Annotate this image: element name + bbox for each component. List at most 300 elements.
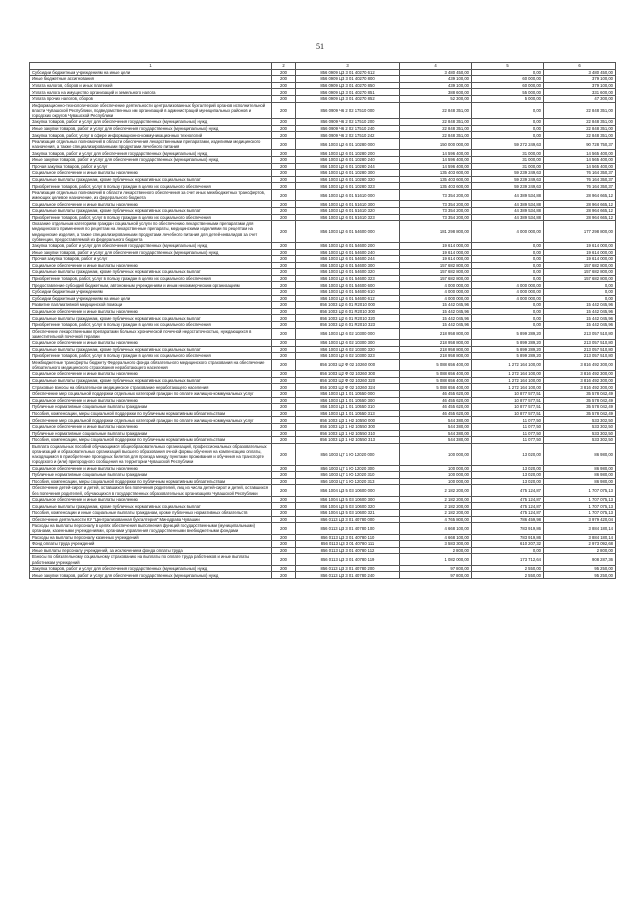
table-row <box>30 541 616 548</box>
row-name-cell: Пособия, компенсации, меры социальной поддержки по публичным нормативным обязательствам <box>30 437 272 444</box>
row-name-cell: Иные выплаты персоналу учреждений, за исключением фонда оплаты труда <box>30 547 272 554</box>
unexecuted-amount-cell: 15 442 045,96 <box>544 315 616 322</box>
table-row <box>30 256 616 263</box>
unexecuted-amount-cell: 1 707 075,13 <box>544 485 616 496</box>
approved-amount-cell: 15 442 045,96 <box>400 308 472 315</box>
executed-amount-cell: 5 899 289,20 <box>472 328 544 339</box>
approved-amount-cell: 2 182 200,00 <box>400 509 472 516</box>
table-row <box>30 371 616 378</box>
approved-amount-cell: 181 298 800,00 <box>400 221 472 243</box>
budget-classification-cell: 856 1003 Ц2 6 01 54600 600 <box>296 282 400 289</box>
budget-classification-cell: 856 1003 Ц2 6 01 10280 323 <box>296 183 400 190</box>
table-row <box>30 503 616 510</box>
table-row <box>30 340 616 347</box>
approved-amount-cell: 544 380,00 <box>400 417 472 424</box>
unexecuted-amount-cell: 90 728 750,37 <box>544 138 616 149</box>
budget-classification-cell: 856 0113 Ц3 3 01 40780 110 <box>296 534 400 541</box>
row-name-cell: Пособия, компенсации и иные социальные выплаты гражданам, кроме публичных нормативных обязательств <box>30 509 272 516</box>
unexecuted-amount-cell: 15 442 045,96 <box>544 308 616 315</box>
row-name-cell: Социальное обеспечение и иные выплаты населению <box>30 397 272 404</box>
table-row <box>30 170 616 177</box>
unexecuted-amount-cell: 379 100,00 <box>544 82 616 89</box>
column-header: 6 <box>544 63 616 70</box>
unexecuted-amount-cell: 533 302,50 <box>544 430 616 437</box>
table-row <box>30 242 616 249</box>
unexecuted-amount-cell: 22 848 351,00 <box>544 102 616 119</box>
approved-amount-cell: 439 100,00 <box>400 76 472 83</box>
executed-amount-cell: 475 124,87 <box>472 509 544 516</box>
executed-amount-cell: 60 000,00 <box>472 76 544 83</box>
row-name-cell: Социальные выплаты гражданам, кроме публичных нормативных социальных выплат <box>30 269 272 276</box>
row-code-cell: 200 <box>272 496 296 503</box>
executed-amount-cell: 55 000,00 <box>472 89 544 96</box>
executed-amount-cell: 1 272 164 100,00 <box>472 371 544 378</box>
unexecuted-amount-cell: 14 565 400,00 <box>544 163 616 170</box>
row-name-cell: Публичные нормативные социальные выплаты гражданам <box>30 472 272 479</box>
row-code-cell: 200 <box>272 377 296 384</box>
row-name-cell: Приобретение товаров, работ, услуг в пользу граждан в целях их социального обеспечения <box>30 322 272 329</box>
row-name-cell: Прочая закупка товаров, работ и услуг <box>30 163 272 170</box>
unexecuted-amount-cell: 213 057 510,80 <box>544 346 616 353</box>
row-name-cell: Межбюджетные трансферты бюджету Федерального фонда обязательного медицинского страхования на обеспечение обязательного медицинского страхования неработающего населения <box>30 359 272 370</box>
table-row <box>30 478 616 485</box>
executed-amount-cell: 475 124,87 <box>472 496 544 503</box>
row-code-cell: 200 <box>272 183 296 190</box>
row-name-cell: Взносы по обязательному социальному страхованию на выплаты по оплате труда работников и иные выплаты работникам учреждений <box>30 554 272 565</box>
row-name-cell: Закупка товаров, работ и услуг для обеспечения государственных (муниципальных) нужд <box>30 565 272 572</box>
budget-classification-cell: 856 1003 Ц3 1 01 10550 300 <box>296 397 400 404</box>
unexecuted-amount-cell: 157 682 800,00 <box>544 262 616 269</box>
column-header: 2 <box>272 63 296 70</box>
row-code-cell: 200 <box>272 509 296 516</box>
table-row <box>30 262 616 269</box>
row-code-cell: 200 <box>272 201 296 208</box>
approved-amount-cell: 97 800,00 <box>400 572 472 579</box>
unexecuted-amount-cell: 76 164 350,37 <box>544 176 616 183</box>
budget-table <box>29 62 616 579</box>
budget-classification-cell: 856 0909 Ц3 3 01 40270 852 <box>296 95 400 102</box>
approved-amount-cell: 14 596 400,00 <box>400 150 472 157</box>
table-body <box>30 69 616 578</box>
budget-classification-cell: 856 1003 Ц2 Ф 02 10260 320 <box>296 377 400 384</box>
table-row <box>30 328 616 339</box>
executed-amount-cell: 786 459,98 <box>472 516 544 523</box>
unexecuted-amount-cell: 533 302,50 <box>544 437 616 444</box>
table-row <box>30 289 616 296</box>
budget-classification-cell: 856 1003 Ц2 6 01 51610 000 <box>296 189 400 200</box>
budget-classification-cell: 856 1003 Ц7 1 Ю 12020 313 <box>296 478 400 485</box>
executed-amount-cell: 0,00 <box>472 547 544 554</box>
row-name-cell: Социальные выплаты гражданам, кроме публичных нормативных социальных выплат <box>30 503 272 510</box>
unexecuted-amount-cell: 2 973 092,68 <box>544 541 616 548</box>
table-row <box>30 443 616 465</box>
executed-amount-cell: 10 877 577,51 <box>472 397 544 404</box>
unexecuted-amount-cell: 213 057 510,80 <box>544 353 616 360</box>
row-name-cell: Приобретение товаров, работ, услуг в пользу граждан в целях их социального обеспечения <box>30 275 272 282</box>
executed-amount-cell: 0,00 <box>472 308 544 315</box>
table-row <box>30 572 616 579</box>
budget-classification-cell: 856 1003 Ц2 6 01 51610 320 <box>296 207 400 214</box>
budget-classification-cell: 856 1003 Ц2 6 02 10300 320 <box>296 346 400 353</box>
row-code-cell: 200 <box>272 397 296 404</box>
unexecuted-amount-cell: 3 816 492 300,00 <box>544 371 616 378</box>
table-row <box>30 384 616 391</box>
approved-amount-cell: 135 403 600,00 <box>400 170 472 177</box>
approved-amount-cell: 150 000 000,00 <box>400 138 472 149</box>
row-code-cell: 200 <box>272 132 296 139</box>
approved-amount-cell: 100 000,00 <box>400 478 472 485</box>
executed-amount-cell: 31 000,00 <box>472 156 544 163</box>
table-row <box>30 346 616 353</box>
approved-amount-cell: 3 480 450,00 <box>400 69 472 76</box>
executed-amount-cell: 44 389 534,88 <box>472 201 544 208</box>
table-row <box>30 163 616 170</box>
row-name-cell: Социальное обеспечение и иные выплаты населению <box>30 170 272 177</box>
row-code-cell: 200 <box>272 384 296 391</box>
unexecuted-amount-cell: 213 057 510,80 <box>544 328 616 339</box>
unexecuted-amount-cell: 28 964 665,12 <box>544 201 616 208</box>
budget-classification-cell: 856 1003 Ц2 6 01 54600 320 <box>296 269 400 276</box>
executed-amount-cell: 0,00 <box>472 249 544 256</box>
executed-amount-cell: 59 239 249,63 <box>472 176 544 183</box>
row-name-cell: Приобретение товаров, работ, услуг в пользу граждан в целях их социального обеспечения <box>30 183 272 190</box>
row-code-cell: 200 <box>272 359 296 370</box>
approved-amount-cell: 14 596 400,00 <box>400 163 472 170</box>
row-code-cell: 200 <box>272 485 296 496</box>
unexecuted-amount-cell: 533 302,50 <box>544 423 616 430</box>
unexecuted-amount-cell: 0,00 <box>544 295 616 302</box>
budget-classification-cell: 856 1004 Ц3 5 03 10600 000 <box>296 485 400 496</box>
row-name-cell: Закупка товаров, работ и услуг для обеспечения государственных (муниципальных) нужд <box>30 242 272 249</box>
executed-amount-cell: 13 020,00 <box>472 443 544 465</box>
row-name-cell: Закупка товаров, работ и услуг для обеспечения государственных (муниципальных) нужд <box>30 119 272 126</box>
executed-amount-cell: 44 389 534,88 <box>472 214 544 221</box>
table-row <box>30 201 616 208</box>
unexecuted-amount-cell: 15 442 045,96 <box>544 322 616 329</box>
table-row <box>30 102 616 119</box>
unexecuted-amount-cell: 35 578 042,49 <box>544 410 616 417</box>
executed-amount-cell: 5 899 289,20 <box>472 346 544 353</box>
approved-amount-cell: 4 668 100,00 <box>400 534 472 541</box>
unexecuted-amount-cell: 1 707 075,13 <box>544 496 616 503</box>
row-code-cell: 200 <box>272 322 296 329</box>
row-name-cell: Социальные выплаты гражданам, кроме публичных нормативных социальных выплат <box>30 346 272 353</box>
budget-classification-cell: 856 0113 Ц3 3 01 40780 200 <box>296 565 400 572</box>
executed-amount-cell: 0,00 <box>472 256 544 263</box>
table-header-row <box>30 63 616 70</box>
executed-amount-cell: 0,00 <box>472 262 544 269</box>
table-row <box>30 69 616 76</box>
budget-classification-cell: 856 1003 Ц2 6 01 54600 300 <box>296 262 400 269</box>
budget-classification-cell: 856 1003 Ц2 6 01 51610 300 <box>296 201 400 208</box>
table-row <box>30 554 616 565</box>
row-name-cell: Прочая закупка товаров, работ и услуг <box>30 256 272 263</box>
row-name-cell: Обеспечение мер социальной поддержки отдельных категорий граждан по оплате жилищно-коммунальных услуг <box>30 391 272 398</box>
row-code-cell: 200 <box>272 221 296 243</box>
row-code-cell: 200 <box>272 417 296 424</box>
executed-amount-cell: 59 239 249,63 <box>472 170 544 177</box>
budget-classification-cell: 856 0113 Ц3 3 01 40780 111 <box>296 541 400 548</box>
row-name-cell: Пособия, компенсации, меры социальной поддержки по публичным нормативным обязательствам <box>30 478 272 485</box>
row-code-cell: 200 <box>272 69 296 76</box>
unexecuted-amount-cell: 22 848 351,00 <box>544 119 616 126</box>
table-row <box>30 496 616 503</box>
table-row <box>30 308 616 315</box>
row-code-cell: 200 <box>272 503 296 510</box>
table-row <box>30 156 616 163</box>
unexecuted-amount-cell: 908 287,36 <box>544 554 616 565</box>
table-row <box>30 207 616 214</box>
unexecuted-amount-cell: 1 707 075,13 <box>544 503 616 510</box>
executed-amount-cell: 31 000,00 <box>472 150 544 157</box>
budget-classification-cell: 856 0113 Ц3 3 01 40780 112 <box>296 547 400 554</box>
approved-amount-cell: 15 442 045,96 <box>400 315 472 322</box>
unexecuted-amount-cell: 3 884 180,14 <box>544 534 616 541</box>
row-code-cell: 200 <box>272 346 296 353</box>
table-row <box>30 269 616 276</box>
row-code-cell: 200 <box>272 302 296 309</box>
budget-classification-cell: 856 1003 Ц2 6 01 54600 610 <box>296 289 400 296</box>
unexecuted-amount-cell: 533 302,50 <box>544 417 616 424</box>
row-name-cell: Социальные выплаты гражданам, кроме публичных нормативных социальных выплат <box>30 377 272 384</box>
row-name-cell: Выплата социальных пособий обучающимся общеобразовательных организаций, профессиональных образовательных организаций и образовательных организаций высшего образования очной формы обучения на компенсацию оплаты, находящимся в приобретение проездных билетов для проезда между пунктами проживания и обучения на транспорте городского и (или) пригородного сообщения на территории Чувашской Республики <box>30 443 272 465</box>
table-row <box>30 89 616 96</box>
table-row <box>30 465 616 472</box>
row-code-cell: 200 <box>272 150 296 157</box>
budget-classification-cell: 856 1003 Ц3 1 Н2 10550 313 <box>296 437 400 444</box>
row-name-cell: Уплата прочих налогов, сборов <box>30 95 272 102</box>
row-name-cell: Социальное обеспечение и иные выплаты населению <box>30 340 272 347</box>
unexecuted-amount-cell: 86 980,00 <box>544 478 616 485</box>
unexecuted-amount-cell: 47 300,00 <box>544 95 616 102</box>
executed-amount-cell: 5 899 289,20 <box>472 340 544 347</box>
approved-amount-cell: 439 100,00 <box>400 82 472 89</box>
executed-amount-cell: 5 000,00 <box>472 95 544 102</box>
budget-classification-cell: 856 1003 Ц2 6 01 51610 323 <box>296 214 400 221</box>
row-code-cell: 200 <box>272 82 296 89</box>
budget-classification-cell: 856 1003 Ц2 6 01 10280 200 <box>296 150 400 157</box>
table-row <box>30 189 616 200</box>
approved-amount-cell: 4 000 000,00 <box>400 282 472 289</box>
row-code-cell: 200 <box>272 125 296 132</box>
table-row <box>30 295 616 302</box>
approved-amount-cell: 73 354 200,00 <box>400 201 472 208</box>
row-name-cell: Закупка товаров, работ и услуг для обеспечения государственных (муниципальных) нужд <box>30 150 272 157</box>
row-code-cell: 200 <box>272 547 296 554</box>
table-row <box>30 353 616 360</box>
approved-amount-cell: 22 848 351,00 <box>400 102 472 119</box>
unexecuted-amount-cell: 177 298 800,00 <box>544 221 616 243</box>
approved-amount-cell: 46 455 620,00 <box>400 397 472 404</box>
row-code-cell: 200 <box>272 404 296 411</box>
approved-amount-cell: 218 958 800,00 <box>400 346 472 353</box>
unexecuted-amount-cell: 331 600,00 <box>544 89 616 96</box>
column-header: 1 <box>30 63 272 70</box>
table-row <box>30 125 616 132</box>
approved-amount-cell: 22 848 351,00 <box>400 125 472 132</box>
approved-amount-cell: 3 583 300,00 <box>400 541 472 548</box>
row-code-cell: 200 <box>272 214 296 221</box>
budget-classification-cell: 856 1003 Ц3 1 01 10550 000 <box>296 391 400 398</box>
budget-classification-cell: 856 1003 Ц2 Ф 02 10260 000 <box>296 359 400 370</box>
table-row <box>30 82 616 89</box>
row-code-cell: 200 <box>272 534 296 541</box>
unexecuted-amount-cell: 14 565 400,00 <box>544 156 616 163</box>
budget-classification-cell: 856 1003 Ц2 6 01 R2010 320 <box>296 315 400 322</box>
table-row <box>30 221 616 243</box>
approved-amount-cell: 22 848 351,00 <box>400 132 472 139</box>
unexecuted-amount-cell: 3 979 420,04 <box>544 516 616 523</box>
row-code-cell: 200 <box>272 119 296 126</box>
budget-classification-cell: 856 1004 Ц3 5 03 10600 300 <box>296 496 400 503</box>
unexecuted-amount-cell: 86 980,00 <box>544 443 616 465</box>
approved-amount-cell: 97 800,00 <box>400 565 472 572</box>
unexecuted-amount-cell: 28 964 665,12 <box>544 214 616 221</box>
table-row <box>30 275 616 282</box>
approved-amount-cell: 73 354 200,00 <box>400 189 472 200</box>
row-name-cell: Социальное обеспечение и иные выплаты населению <box>30 496 272 503</box>
budget-classification-cell: 856 0113 Ц3 3 01 40780 119 <box>296 554 400 565</box>
table-row <box>30 472 616 479</box>
row-name-cell: Расходы на выплаты персоналу казенных учреждений <box>30 534 272 541</box>
budget-classification-cell: 856 1003 Ц7 1 Ю 12020 300 <box>296 465 400 472</box>
row-name-cell: Социальное обеспечение и иные выплаты населению <box>30 465 272 472</box>
row-code-cell: 200 <box>272 207 296 214</box>
row-name-cell: Иные закупки товаров, работ и услуг для обеспечения государственных (муниципальных) нужд <box>30 572 272 579</box>
table-row <box>30 282 616 289</box>
row-code-cell: 200 <box>272 170 296 177</box>
row-name-cell: Обеспечение детей-сирот и детей, оставшихся без попечения родителей, лиц из числа детей-сирот и детей, оставшихся без попечения родителей, обучающихся в государственных образовательных организациях Чувашской Республики <box>30 485 272 496</box>
unexecuted-amount-cell: 1 707 075,13 <box>544 509 616 516</box>
table-row <box>30 322 616 329</box>
table-row <box>30 119 616 126</box>
budget-classification-cell: 856 1003 Ц7 1 Ю 12020 310 <box>296 472 400 479</box>
budget-classification-cell: 856 1003 Ц3 1 Н2 10550 310 <box>296 430 400 437</box>
approved-amount-cell: 52 300,00 <box>400 95 472 102</box>
budget-classification-cell: 856 1003 Ц2 6 01 54600 244 <box>296 256 400 263</box>
approved-amount-cell: 14 596 400,00 <box>400 156 472 163</box>
row-name-cell: Фонд оплаты труда учреждений <box>30 541 272 548</box>
table-row <box>30 423 616 430</box>
executed-amount-cell: 0,00 <box>472 315 544 322</box>
executed-amount-cell: 0,00 <box>472 125 544 132</box>
approved-amount-cell: 100 000,00 <box>400 465 472 472</box>
table-row <box>30 359 616 370</box>
approved-amount-cell: 73 354 200,00 <box>400 214 472 221</box>
row-code-cell: 200 <box>272 156 296 163</box>
approved-amount-cell: 15 442 045,96 <box>400 322 472 329</box>
row-code-cell: 200 <box>272 249 296 256</box>
executed-amount-cell: 59 239 249,63 <box>472 183 544 190</box>
executed-amount-cell: 4 000 000,00 <box>472 282 544 289</box>
budget-classification-cell: 856 1003 Ц3 1 Н2 10550 300 <box>296 423 400 430</box>
executed-amount-cell: 0,00 <box>472 322 544 329</box>
executed-amount-cell: 10 877 577,51 <box>472 410 544 417</box>
row-name-cell: Обеспечение деятельности КУ "Централизованная бухгалтерия" Минздрава Чувашии <box>30 516 272 523</box>
column-header: 5 <box>472 63 544 70</box>
row-code-cell: 200 <box>272 328 296 339</box>
row-name-cell: Приобретение товаров, работ, услуг в пользу граждан в целях их социального обеспечения <box>30 353 272 360</box>
table-row <box>30 214 616 221</box>
row-name-cell: Предоставление субсидий бюджетным, автономным учреждениям и иным некоммерческим организациям <box>30 282 272 289</box>
budget-classification-cell: 856 0909 Ч6 2 02 17510 000 <box>296 102 400 119</box>
budget-classification-cell: 856 0113 Ц3 3 01 40780 100 <box>296 523 400 534</box>
approved-amount-cell: 218 958 800,00 <box>400 340 472 347</box>
approved-amount-cell: 544 380,00 <box>400 423 472 430</box>
table-row <box>30 417 616 424</box>
budget-classification-cell: 856 1003 Ц2 6 01 10280 240 <box>296 156 400 163</box>
approved-amount-cell: 19 614 000,00 <box>400 256 472 263</box>
table-row <box>30 176 616 183</box>
approved-amount-cell: 46 455 620,00 <box>400 391 472 398</box>
budget-classification-cell: 856 1003 Ц2 6 01 10280 244 <box>296 163 400 170</box>
table-row <box>30 302 616 309</box>
budget-classification-cell: 856 0909 Ц3 3 01 40270 800 <box>296 76 400 83</box>
approved-amount-cell: 544 380,00 <box>400 430 472 437</box>
executed-amount-cell: 4 000 000,00 <box>472 295 544 302</box>
page-number: 51 <box>316 42 324 51</box>
unexecuted-amount-cell: 379 100,00 <box>544 76 616 83</box>
row-code-cell: 200 <box>272 189 296 200</box>
row-code-cell: 200 <box>272 256 296 263</box>
budget-classification-cell: 856 1003 Ц2 6 01 R2010 300 <box>296 308 400 315</box>
row-name-cell: Обеспечение лекарственными препаратами больных хронической почечной недостаточностью, нуждающихся в заместительной почечной терапии <box>30 328 272 339</box>
budget-classification-cell: 856 1004 Ц3 5 03 10600 321 <box>296 509 400 516</box>
unexecuted-amount-cell: 95 250,00 <box>544 565 616 572</box>
executed-amount-cell: 1 272 164 100,00 <box>472 359 544 370</box>
budget-classification-cell: 856 1003 Ц2 6 01 54600 323 <box>296 275 400 282</box>
approved-amount-cell: 4 668 100,00 <box>400 523 472 534</box>
table-row <box>30 437 616 444</box>
row-name-cell: Субсидии бюджетным учреждениям на иные цели <box>30 69 272 76</box>
executed-amount-cell: 610 207,32 <box>472 541 544 548</box>
row-code-cell: 200 <box>272 443 296 465</box>
unexecuted-amount-cell: 19 614 000,00 <box>544 249 616 256</box>
budget-classification-cell: 856 1003 Ц2 6 01 R2010 323 <box>296 322 400 329</box>
table-row <box>30 183 616 190</box>
budget-classification-cell: 856 1003 Ц2 6 01 54600 240 <box>296 249 400 256</box>
approved-amount-cell: 544 380,00 <box>400 437 472 444</box>
unexecuted-amount-cell: 0,00 <box>544 282 616 289</box>
unexecuted-amount-cell: 3 816 492 300,00 <box>544 377 616 384</box>
unexecuted-amount-cell: 22 848 351,00 <box>544 125 616 132</box>
budget-classification-cell: 856 1003 Ц2 6 02 10300 323 <box>296 353 400 360</box>
budget-classification-cell: 856 1003 Ц2 6 01 54600 000 <box>296 221 400 243</box>
row-name-cell: Социальные выплаты гражданам, кроме публичных нормативных социальных выплат <box>30 315 272 322</box>
budget-classification-cell: 856 0909 Ц3 3 01 40270 851 <box>296 89 400 96</box>
row-code-cell: 200 <box>272 269 296 276</box>
executed-amount-cell: 2 550,00 <box>472 565 544 572</box>
table-row <box>30 249 616 256</box>
executed-amount-cell: 0,00 <box>472 302 544 309</box>
executed-amount-cell: 0,00 <box>472 269 544 276</box>
table-row <box>30 534 616 541</box>
row-code-cell: 200 <box>272 437 296 444</box>
budget-classification-cell: 856 0909 Ч6 2 02 17510 200 <box>296 119 400 126</box>
budget-classification-cell: 856 0909 Ц3 3 01 40270 850 <box>296 82 400 89</box>
table-row <box>30 132 616 139</box>
unexecuted-amount-cell: 95 250,00 <box>544 572 616 579</box>
row-code-cell: 200 <box>272 262 296 269</box>
budget-classification-cell: 856 0113 Ц3 3 01 40780 000 <box>296 516 400 523</box>
row-name-cell: Социальные выплаты гражданам, кроме публичных нормативных социальных выплат <box>30 176 272 183</box>
budget-classification-cell: 856 1003 Ц2 6 01 R2010 000 <box>296 302 400 309</box>
executed-amount-cell: 0,00 <box>472 119 544 126</box>
row-name-cell: Субсидии бюджетным учреждениям на иные цели <box>30 295 272 302</box>
executed-amount-cell: 11 077,50 <box>472 430 544 437</box>
table-row <box>30 315 616 322</box>
row-name-cell: Закупка товаров, работ, услуг в сфере информационно-коммуникационных технологий <box>30 132 272 139</box>
